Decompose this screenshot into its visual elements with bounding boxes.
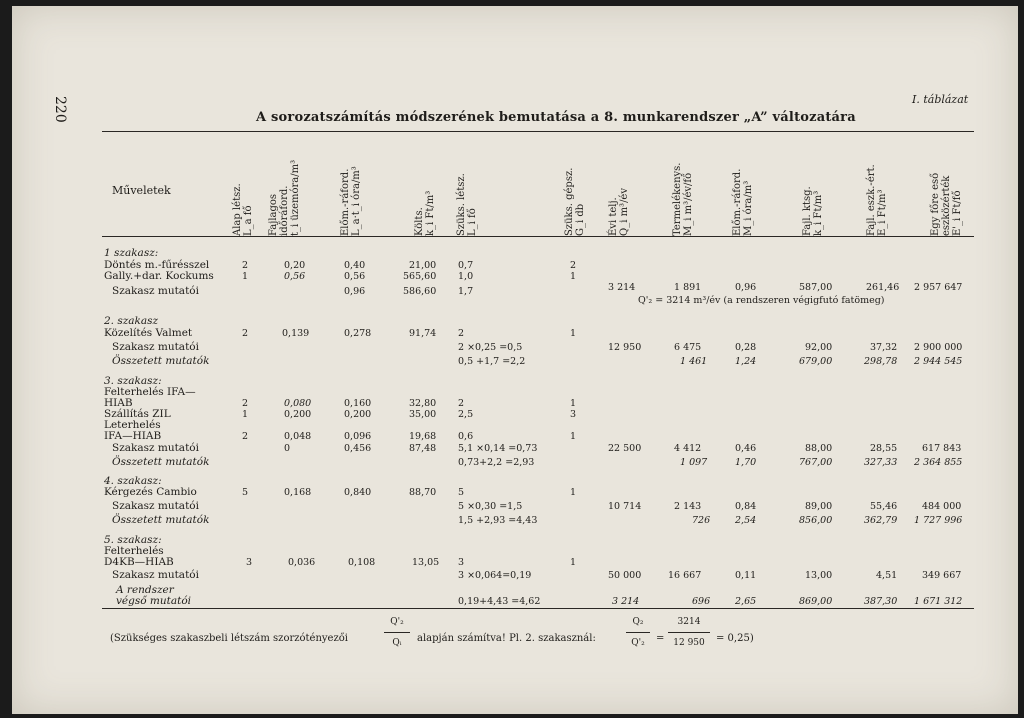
header-alap-letszam: Alap létsz. L_a fő bbox=[232, 183, 254, 236]
fraction-denominator: Q'₂ bbox=[631, 638, 645, 648]
top-rule bbox=[102, 131, 974, 132]
fraction-denominator: 12 950 bbox=[673, 638, 705, 648]
fraction-bar bbox=[626, 632, 650, 633]
header-fajl-koltseg: Fajl. ktsg. k_i Ft/m³ bbox=[802, 186, 824, 236]
header-elom-raford: Előm.-ráford. L_a·t_i óra/m³ bbox=[340, 166, 362, 236]
fraction-numerator: Q'₂ bbox=[390, 617, 404, 627]
section-3-subheading-2: Leterhelés bbox=[104, 419, 161, 431]
header-fajlagos-idoraford: Fajlagos időráford. t_i üzemóra/m³ bbox=[268, 159, 301, 236]
header-evi-teljesitmeny: Évi telj. Q_i m³/év bbox=[608, 187, 630, 236]
fraction-numerator: Q₂ bbox=[632, 617, 644, 627]
header-fajl-eszkozertek: Fajl. eszk.-ért. E_i Ft/m³ bbox=[866, 164, 888, 236]
fraction-denominator: Qᵢ bbox=[392, 638, 402, 648]
section-1-heading: 1 szakasz: bbox=[104, 247, 159, 259]
header-operations: Műveletek bbox=[112, 184, 171, 197]
section-1-note: Q'₂ = 3214 m³/év (a rendszeren végigfutó fatömeg) bbox=[638, 295, 885, 306]
table-title: A sorozatszámítás módszerének bemutatása a 8. munkarendszer „A” változatára bbox=[256, 110, 856, 125]
book-page: 220 I. táblázat A sorozatszámítás módszerének bemutatása a 8. munkarendszer „A” változatára Műveletek Alap létsz. L_a fő Fajlagos időráford. t_i üzemóra/m³ Előm.-ráford. L_a·t_i óra/m³ Költs. k_i Ft/m³ Szüks. létsz. L_i fő Szüks. gépsz. G_i db Évi telj. Q_i m³/év Termelékenys. M_i m³/év/fő Előm.-ráford. M_i óra/m³ Fajl. ktsg. k_i Ft/m³ Fajl. eszk.-ért. E_i Ft/m³ Egy főre eső eszközérték E'_i Ft/fő 1 szakasz: Döntés m.-fűrésszel 2 0,20 0,40 21,00 0,7 2 Gally.+dar. Kockums 1 0,56 0,56 565,60 1,0 1 Szakasz mutatói 0,96 586,60 1,7 3 214 1 891 0,96 587,00 261,46 2 957 647 Q'₂ = 3214 m³/év (a rendszeren végigfutó fatömeg) 2. szakasz Közelítés Valmet 2 0,139 0,278 91,74 2 1 Szakasz mutatói 2 ×0,25 =0,5 12 950 6 475 0,28 92,00 37,32 2 900 000 Összetett mutatók 0,5 +1,7 =2,2 1 461 1,24 679,00 298,78 2 944 545 3. szakasz: Felterhelés IFA— HIAB 2 0,080 0,160 32,80 2 1 Szállítás ZIL 1 0,200 0,200 35,00 2,5 3 Leterhelés IFA—HIAB 2 0,048 0,096 19,68 0,6 1 Szakasz mutatói 0 0,456 87,48 5,1 ×0,14 =0,73 22 500 4 412 0,46 88,00 28,55 617 843 Összetett mutatók 0,73+2,2 =2,93 1 097 1,70 767,00 327,33 2 364 855 4. szakasz: Kérgezés Cambio 5 0,168 0,840 88,70 5 1 Szakasz mutatói 5 ×0,30 =1,5 10 714 2 143 0,84 89,00 55,46 484 000 Összetett mutatók 1,5 +2,93 =4,43 726 2,54 856,00 362,79 1 727 996 5. szakasz: Felterhelés D4KB—HIAB 3 0,036 0,108 13,05 3 1 Szakasz mutatói 3 ×0,064=0,19 50 000 16 667 0,11 13,00 4,51 349 667 A rendszer végső mutatói 0,19+4,43 =4,62 3 214 696 2,65 869,00 387,30 1 671 312 (Szükséges szakaszbeli létszám szorzótényezői Q'₂ Qᵢ alapján számítva! Pl. 2. szakasznál: Q₂ Q'₂ = 3214 12 950 = 0,25) bbox=[12, 6, 1018, 714]
section-2-heading: 2. szakasz bbox=[104, 315, 159, 327]
fraction-bar bbox=[384, 632, 410, 633]
header-egy-fore-eso: Egy főre eső eszközérték E'_i Ft/fő bbox=[930, 172, 963, 236]
fraction-bar bbox=[668, 632, 710, 633]
final-indicators-label: A rendszer bbox=[116, 584, 174, 596]
section-5-heading: 5. szakasz: bbox=[104, 534, 162, 546]
header-rule bbox=[102, 236, 974, 237]
section-3-subheading: Felterhelés IFA— bbox=[104, 386, 196, 398]
section-4-heading: 4. szakasz: bbox=[104, 475, 162, 487]
header-szuks-letszam: Szüks. létsz. L_i fő bbox=[456, 173, 478, 236]
bottom-rule bbox=[102, 608, 974, 609]
table-number: I. táblázat bbox=[912, 93, 969, 106]
header-szuks-gepszam: Szüks. gépsz. G_i db bbox=[564, 167, 586, 236]
fraction-numerator: 3214 bbox=[677, 617, 701, 627]
section-3-heading: 3. szakasz: bbox=[104, 375, 162, 387]
header-koltseg: Költs. k_i Ft/m³ bbox=[414, 190, 436, 236]
header-termelekenyseg: Termelékenys. M_i m³/év/fő bbox=[672, 162, 694, 236]
header-elom-raford-mi: Előm.-ráford. M_i óra/m³ bbox=[732, 168, 754, 236]
page-number: 220 bbox=[52, 96, 68, 123]
section-5-subheading: Felterhelés bbox=[104, 545, 164, 557]
